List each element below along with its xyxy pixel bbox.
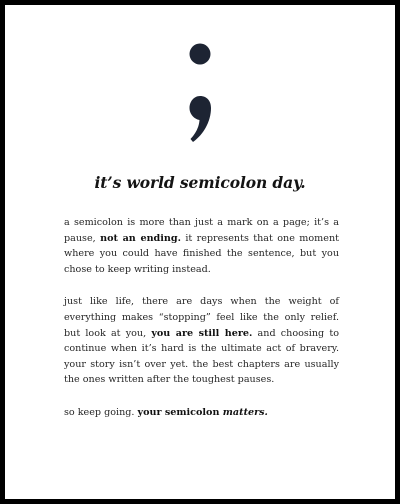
page-card <box>5 5 395 499</box>
semicolon-icon-graphic <box>180 33 220 143</box>
paragraph-1-bold: not an ending. <box>100 232 181 244</box>
paragraph-3-italic: matters. <box>222 406 268 418</box>
paragraph-2 <box>64 294 339 388</box>
paragraph-2-text-b: and choosing to continue when it’s hard is the ultimate act of bravery. your story isn’t over yet. the best chapters are usually the ones written after the toughest pauses. <box>64 327 339 386</box>
paragraph-1-text-a: a semicolon is more than just a mark on a page; it’s a pause, <box>64 217 339 244</box>
paragraph-1 <box>64 215 339 277</box>
paragraph-3 <box>64 405 339 421</box>
paragraph-3-bold-italic <box>223 407 268 418</box>
paragraph-2-text-a: just like life, there are days when the weight of everything makes “stopping” feel like the only relief. but look at you, <box>64 296 339 339</box>
page-title: it’s world semicolon day. <box>94 173 306 192</box>
paragraph-3-bold: your semicolon <box>137 406 223 418</box>
paragraph-3-text-a: so keep going. <box>64 406 138 418</box>
semicolon-icon <box>5 33 395 143</box>
paragraph-2-bold: you are still here. <box>151 327 253 339</box>
body-text <box>64 215 339 438</box>
paragraph-1-text-b: it represents that one moment where you could have finished the sentence, but you chose to keep writing instead. <box>64 232 339 275</box>
